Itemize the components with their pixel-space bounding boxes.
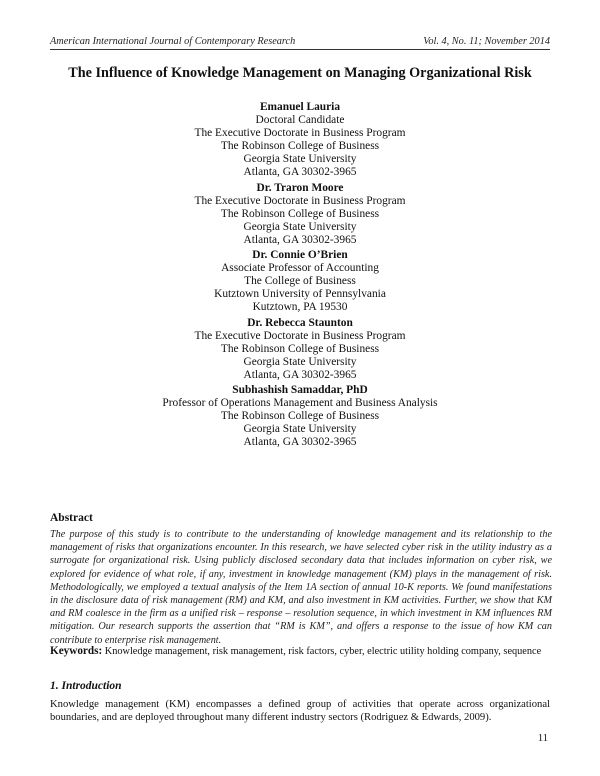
author-affiliation-line: The Robinson College of Business (220, 207, 380, 220)
author-list (50, 101, 550, 451)
author-affiliation-line: Atlanta, GA 30302-3965 (243, 368, 357, 381)
issue-info: Vol. 4, No. 11; November 2014 (423, 36, 550, 47)
introduction-heading: 1. Introduction (50, 680, 122, 692)
author-affiliation-line: Kutztown University of Pennsylvania (214, 288, 386, 301)
author-name: Dr. Connie O’Brien (252, 249, 348, 262)
author-block (50, 101, 550, 180)
author-affiliation-line: The College of Business (244, 275, 356, 288)
author-affiliation-line: The Robinson College of Business (220, 342, 380, 355)
author-block (50, 317, 550, 382)
author-name: Dr. Rebecca Staunton (247, 316, 353, 329)
keywords (50, 645, 550, 658)
author-affiliation-line: Atlanta, GA 30302-3965 (243, 436, 357, 449)
author-name: Subhashish Samaddar, PhD (232, 383, 368, 396)
author-affiliation-line: The Robinson College of Business (220, 410, 380, 423)
author-name: Dr. Traron Moore (256, 181, 344, 194)
author-block (50, 384, 550, 449)
page-number: 11 (537, 733, 548, 744)
author-affiliation-line: Georgia State University (243, 355, 357, 368)
keywords-text: Knowledge management, risk management, risk factors, cyber, electric utility holding company, sequence (102, 646, 542, 657)
author-affiliation-line: Georgia State University (243, 153, 357, 166)
author-affiliation-line: The Executive Doctorate in Business Program (194, 329, 406, 342)
introduction-body: Knowledge management (KM) encompasses a defined group of activities that operate across organizational boundaries, and are deployed throughout many different industry sectors (Rodriguez & Edwards, 2009). (50, 699, 550, 724)
author-affiliation-line: Atlanta, GA 30302-3965 (243, 166, 357, 179)
author-affiliation-line: The Executive Doctorate in Business Program (194, 127, 406, 140)
header-divider (50, 49, 550, 50)
journal-name: American International Journal of Contemporary Research (50, 36, 296, 47)
author-affiliation-line: The Executive Doctorate in Business Program (194, 194, 406, 207)
author-affiliation-line: The Robinson College of Business (220, 140, 380, 153)
author-affiliation-line: Georgia State University (243, 220, 357, 233)
author-name: Emanuel Lauria (259, 101, 341, 113)
author-affiliation-line: Professor of Operations Management and Business Analysis (162, 397, 438, 410)
author-block (50, 182, 550, 247)
author-affiliation-line: Doctoral Candidate (255, 114, 345, 127)
running-header (50, 36, 550, 50)
author-affiliation-line: Atlanta, GA 30302-3965 (243, 233, 357, 246)
author-affiliation-line: Kutztown, PA 19530 (252, 301, 348, 314)
author-block (50, 249, 550, 314)
abstract-body: The purpose of this study is to contribute to the understanding of knowledge management and its relationship to the management of risks that organizations encounter. In this research, we have selected cyber risk in the utility industry as a surrogate for organizational risk. Using publicly disclosed secondary data that includes information on cyber risk, we explored for evidence of what role, if any, investment in knowledge management (KM) plays in the management of risk. Methodologically, we employed a textual analysis of the Item 1A section of annual 10-K reports. We found manifestations in the disclosure data of risk management (RM) and KM, and also investment in KM activities. Further, we show that KM and RM coalesce in the firm as a unified risk – response – resolution sequence, in which investment in KM influences RM mitigation. Our research supports the assertion that “RM is KM”, and offers a response to the issue of how KM can contribute to enterprise risk management. (50, 529, 552, 646)
abstract-heading: Abstract (50, 512, 93, 524)
paper-title: The Influence of Knowledge Management on Managing Organizational Risk (68, 65, 532, 81)
author-affiliation-line: Associate Professor of Accounting (221, 262, 379, 275)
author-affiliation-line: Georgia State University (243, 423, 357, 436)
keywords-label: Keywords: (50, 645, 103, 657)
